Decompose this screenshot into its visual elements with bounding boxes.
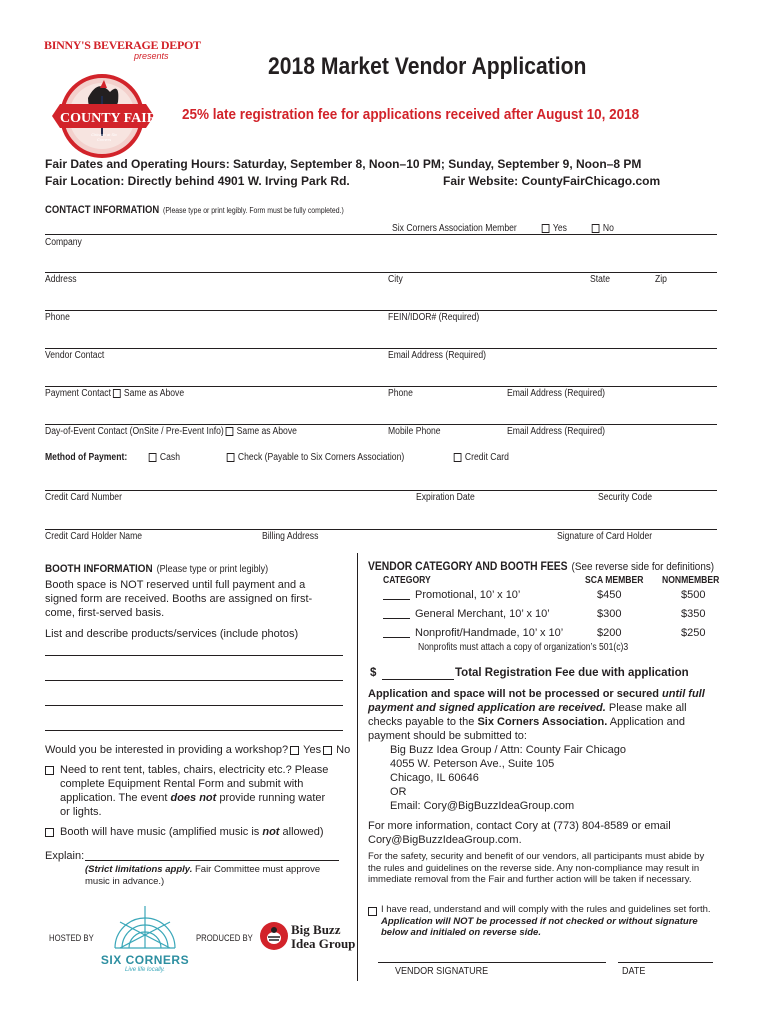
fee-nonmember: $350	[681, 608, 706, 620]
address-line-3: Chicago, IL 60646	[390, 772, 479, 784]
vendor-signature-field[interactable]	[378, 962, 606, 963]
processing-end: Application and payment should be submitted to:	[368, 716, 685, 742]
credit-card-checkbox[interactable]	[454, 453, 462, 462]
products-line-3[interactable]	[45, 705, 343, 706]
agree-text-emphasis: Application will NOT be processed if not checked or without signature below and initialed on reverse side.	[381, 915, 698, 938]
column-divider	[357, 553, 358, 981]
date-field[interactable]	[618, 962, 713, 963]
fee-sca-member: $300	[597, 608, 622, 620]
mailing-address	[390, 743, 626, 813]
doe-same-checkbox[interactable]	[225, 427, 233, 436]
total-fee-label: Total Registration Fee due with application	[455, 667, 689, 679]
music-text-emphasis: not	[262, 826, 280, 838]
dollar-sign: $	[370, 667, 377, 679]
logo-presents: presents	[134, 51, 169, 61]
check-label: Check (Payable to Six Corners Association)	[237, 452, 405, 463]
fair-location: Fair Location: Directly behind 4901 W. Irving Park Rd.	[45, 174, 350, 188]
agree-text	[381, 904, 716, 939]
explain-field[interactable]	[85, 860, 339, 861]
vendor-contact-field[interactable]	[45, 348, 717, 349]
fee-select-field[interactable]	[383, 618, 410, 619]
col-sca-member: SCA MEMBER	[585, 575, 644, 586]
contact-heading-row	[45, 200, 344, 218]
products-line-1[interactable]	[45, 655, 343, 656]
contact-heading: CONTACT INFORMATION	[45, 204, 160, 216]
produced-by-label: PRODUCED BY	[196, 933, 253, 943]
workshop-yes-label: Yes	[303, 744, 322, 756]
credit-card-option[interactable]	[452, 452, 509, 463]
contact-note: (Please type or print legibly. Form must be fully completed.)	[163, 206, 344, 215]
fee-select-field[interactable]	[383, 637, 410, 638]
card-signature-label: Signature of Card Holder	[557, 531, 653, 542]
vendor-contact-label: Vendor Contact	[45, 350, 105, 361]
payment-contact-label: Payment Contact	[45, 388, 111, 399]
strict-note-emphasis: (Strict limitations apply.	[85, 864, 193, 875]
company-label: Company	[45, 237, 82, 248]
doe-contact-field[interactable]	[45, 424, 717, 425]
doe-email-label: Email Address (Required)	[507, 426, 605, 437]
method-payment-label: Method of Payment:	[45, 452, 128, 463]
doe-same-label: Same as Above	[236, 426, 297, 437]
city-label: City	[388, 274, 403, 285]
sca-member-label: Six Corners Association Member	[392, 223, 517, 234]
fee-nonmember: $250	[681, 627, 706, 639]
security-code-label: Security Code	[598, 492, 653, 503]
expiration-label: Expiration Date	[416, 492, 475, 503]
cash-label: Cash	[159, 452, 180, 463]
six-corners-tagline: Live life locally.	[125, 967, 165, 973]
sca-yes-label: Yes	[552, 223, 567, 234]
mobile-phone-label: Mobile Phone	[388, 426, 441, 437]
fee-category: Nonprofit/Handmade, 10’ x 10’	[415, 627, 564, 639]
music-text-2: allowed)	[279, 826, 324, 838]
cc-holder-field[interactable]	[45, 529, 717, 530]
list-describe-label: List and describe products/services (include photos)	[45, 628, 299, 640]
col-nonmember: NONMEMBER	[662, 575, 720, 586]
phone-label: Phone	[45, 312, 70, 323]
six-corners-graphic	[100, 900, 190, 952]
booth-heading: BOOTH INFORMATION	[45, 563, 153, 575]
address-line-2: 4055 W. Peterson Ave., Suite 105	[390, 758, 555, 770]
explain-label: Explain:	[45, 850, 85, 862]
sca-name: Six Corners Association.	[477, 716, 608, 728]
page-title: 2018 Market Vendor Application	[268, 53, 587, 80]
fein-label: FEIN/IDOR# (Required)	[388, 312, 480, 323]
rent-text	[60, 763, 335, 819]
cc-holder-label: Credit Card Holder Name	[45, 531, 143, 542]
agree-checkbox[interactable]	[368, 907, 377, 916]
agree-text-1: I have read, understand and will comply with the rules and guidelines set forth.	[381, 904, 711, 915]
company-field[interactable]	[45, 234, 717, 235]
phone-field[interactable]	[45, 310, 717, 311]
payment-email-label: Email Address (Required)	[507, 388, 605, 399]
check-checkbox[interactable]	[227, 453, 235, 462]
big-buzz-logo	[258, 920, 358, 960]
fee-category: General Merchant, 10’ x 10’	[415, 608, 550, 620]
workshop-no-checkbox[interactable]	[323, 746, 332, 755]
cash-option[interactable]	[147, 452, 180, 463]
big-buzz-name: Big Buzz	[291, 922, 341, 937]
six-corners-name: SIX CORNERS	[100, 953, 190, 967]
six-corners-logo	[100, 900, 190, 978]
rent-text-2: provide running water or lights.	[60, 792, 326, 818]
sca-no-option[interactable]	[590, 223, 614, 234]
processing-bold: Application and space will not be processed or secured	[368, 688, 663, 700]
address-or: OR	[390, 786, 407, 798]
payment-contact-field[interactable]	[45, 386, 717, 387]
vendor-heading-note: (See reverse side for definitions)	[571, 561, 715, 573]
date-label: DATE	[622, 965, 646, 977]
payment-same-checkbox[interactable]	[113, 389, 121, 398]
fee-category: Promotional, 10’ x 10’	[415, 589, 521, 601]
bee-icon	[258, 920, 290, 952]
logo-name: COUNTY FAIR	[60, 111, 157, 126]
booth-heading-row	[45, 559, 268, 577]
total-fee-field[interactable]	[382, 679, 454, 680]
billing-address-label: Billing Address	[262, 531, 319, 542]
email-label: Email Address (Required)	[388, 350, 486, 361]
logo-brand: BINNY'S BEVERAGE DEPOT	[44, 38, 201, 52]
address-label: Address	[45, 274, 77, 285]
processing-rest: Please make all checks payable to the	[368, 702, 687, 728]
more-info-text: For more information, contact Cory at (773) 804-8589 or email Cory@BigBuzzIdeaGroup.com.	[368, 820, 671, 846]
rent-text-emphasis: does not	[170, 792, 217, 804]
products-line-2[interactable]	[45, 680, 343, 681]
col-category: CATEGORY	[383, 575, 431, 586]
hosted-by-label: HOSTED BY	[49, 933, 94, 943]
fee-sca-member: $450	[597, 589, 622, 601]
workshop-yes-checkbox[interactable]	[290, 746, 299, 755]
processing-bold-italic: until full payment and signed application are received.	[368, 688, 705, 714]
processing-text	[368, 687, 718, 743]
late-fee-notice: 25% late registration fee for applications received after August 10, 2018	[182, 106, 640, 123]
vendor-signature-label: VENDOR SIGNATURE	[395, 965, 489, 977]
rent-checkbox[interactable]	[45, 766, 54, 775]
state-label: State	[590, 274, 611, 285]
zip-label: Zip	[655, 274, 667, 285]
rent-text-1: Need to rent tent, tables, chairs, electricity etc.? Please complete Equipment Rental Form and submit with application. The event	[60, 764, 329, 804]
strict-note	[85, 864, 325, 888]
sca-no-label: No	[602, 223, 614, 234]
payment-contact-row	[45, 388, 184, 399]
address-line-1: Big Buzz Idea Group / Attn: County Fair Chicago	[390, 744, 627, 756]
sca-yes-checkbox[interactable]	[542, 224, 550, 233]
fee-sca-member: $200	[597, 627, 622, 639]
booth-reserved-text: Booth space is NOT reserved until full payment and a signed form are received. Booths are assigned on first-come, first-served basis.	[45, 579, 313, 619]
booth-heading-note: (Please type or print legibly)	[156, 564, 269, 575]
workshop-no-label: No	[336, 744, 351, 756]
logo-sub: Chicago at Six Corners	[91, 132, 117, 142]
cc-number-label: Credit Card Number	[45, 492, 122, 503]
safety-text: For the safety, security and benefit of our vendors, all participants must abide by the rules and guidelines on the reverse side. Any non-compliance may result in immediate removal from the Fair and further action will be taken if necessary.	[368, 851, 705, 885]
sca-no-checkbox[interactable]	[592, 224, 600, 233]
products-line-4[interactable]	[45, 730, 343, 731]
address-field[interactable]	[45, 272, 717, 273]
cc-number-field[interactable]	[45, 490, 717, 491]
vendor-heading-row	[368, 557, 714, 575]
payment-phone-label: Phone	[388, 388, 413, 399]
fee-nonmember: $500	[681, 589, 706, 601]
sca-yes-option[interactable]	[540, 223, 567, 234]
fair-dates: Fair Dates and Operating Hours: Saturday, September 8, Noon–10 PM; Sunday, September 9, Noon–8 PM	[45, 157, 642, 171]
strict-note-rest: Fair Committee must approve music in advance.)	[85, 864, 321, 887]
payment-same-label: Same as Above	[123, 388, 185, 399]
music-checkbox[interactable]	[45, 828, 54, 837]
nonprofit-note: Nonprofits must attach a copy of organization’s 501(c)3	[418, 642, 629, 653]
fair-website: Fair Website: CountyFairChicago.com	[443, 174, 661, 188]
vendor-heading: VENDOR CATEGORY AND BOOTH FEES	[368, 561, 568, 573]
doe-contact-label: Day-of-Event Contact (OnSite / Pre-Event Info)	[45, 426, 224, 437]
cash-checkbox[interactable]	[149, 453, 157, 462]
workshop-row	[45, 743, 350, 757]
credit-card-label: Credit Card	[464, 452, 509, 463]
doe-contact-row	[45, 426, 297, 437]
check-option[interactable]	[225, 452, 404, 463]
county-fair-logo	[38, 36, 201, 161]
fee-select-field[interactable]	[383, 599, 410, 600]
music-text	[60, 825, 324, 839]
address-email: Email: Cory@BigBuzzIdeaGroup.com	[390, 800, 575, 812]
idea-group-name: Idea Group	[291, 936, 356, 951]
music-text-1: Booth will have music (amplified music is	[60, 826, 263, 838]
workshop-label: Would you be interested in providing a workshop?	[45, 744, 289, 756]
